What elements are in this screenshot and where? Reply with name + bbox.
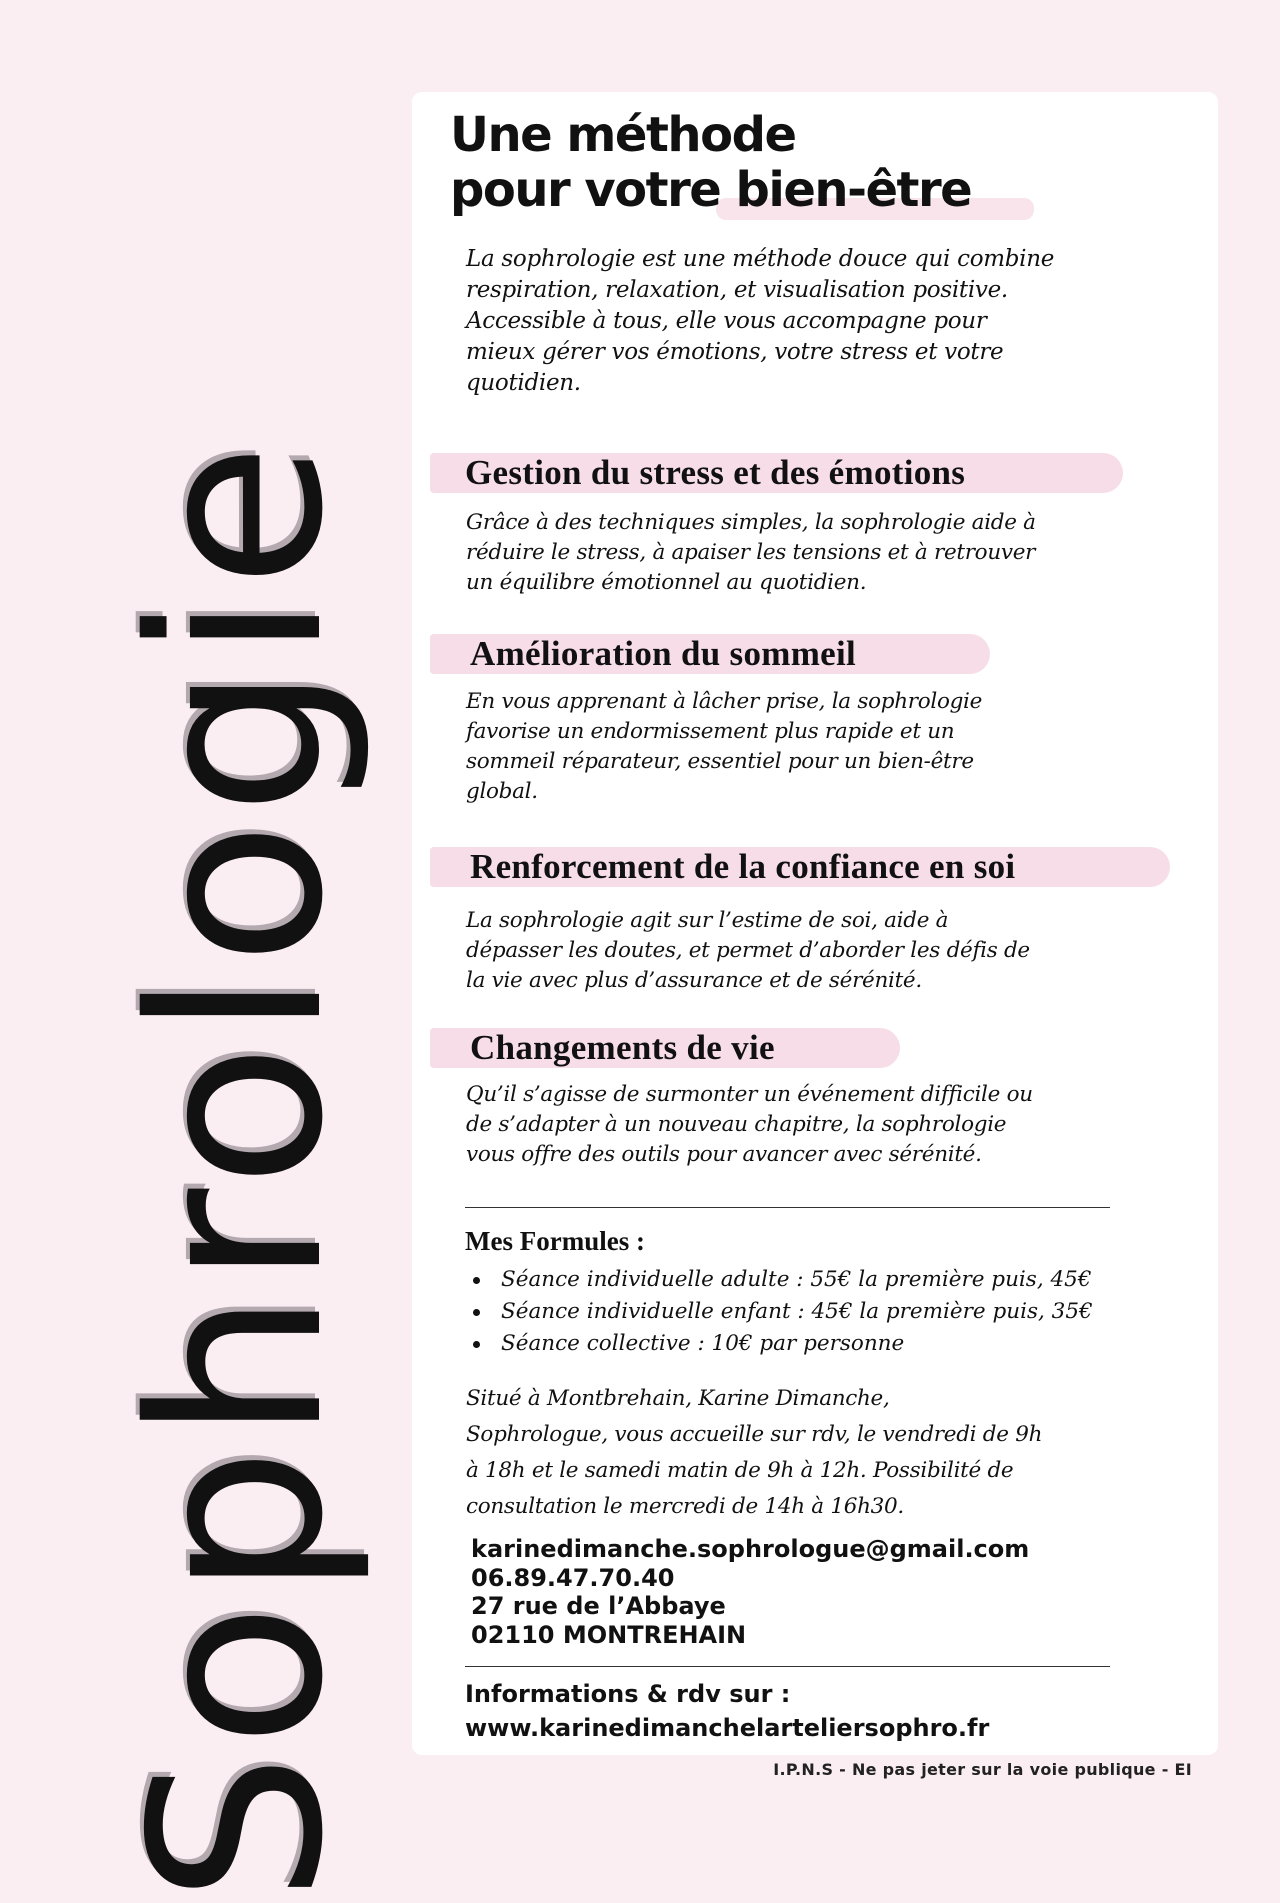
section-line: un équilibre émotionnel au quotidien.	[466, 570, 867, 595]
website-link[interactable]: www.karinedimanchelarteliersophro.fr	[465, 1714, 990, 1742]
divider	[465, 1207, 1110, 1208]
section-body-sommeil	[466, 687, 982, 807]
section-line: réduire le stress, à apaiser les tensions et à retrouver	[466, 540, 1036, 565]
info-label: Informations & rdv sur :	[465, 1680, 791, 1708]
intro-paragraph	[466, 244, 1054, 399]
intro-line: mieux gérer vos émotions, votre stress et votre	[466, 339, 1004, 365]
section-title-sommeil: Amélioration du sommeil	[470, 634, 857, 673]
formule-text: Séance individuelle adulte : 55€ la première puis, 45€	[501, 1267, 1092, 1292]
info-block	[465, 1677, 989, 1745]
location-line: à 18h et le samedi matin de 9h à 12h. Possibilité de	[466, 1458, 1014, 1483]
location-line: consultation le mercredi de 14h à 16h30.	[466, 1494, 904, 1519]
formule-text: Séance collective : 10€ par personne	[501, 1331, 905, 1356]
section-line: la vie avec plus d’assurance et de sérénité.	[466, 968, 922, 993]
list-item	[465, 1328, 1093, 1360]
city-address: 02110 MONTREHAIN	[471, 1620, 747, 1649]
phone-number[interactable]: 06.89.47.70.40	[471, 1563, 675, 1592]
footer-note: I.P.N.S - Ne pas jeter sur la voie publique - EI	[773, 1760, 1192, 1779]
section-line: Qu’il s’agisse de surmonter un événement difficile ou	[466, 1082, 1033, 1107]
section-title-confiance: Renforcement de la confiance en soi	[470, 847, 1016, 886]
section-line: Grâce à des techniques simples, la sophrologie aide à	[466, 510, 1036, 535]
bullet-icon	[473, 1309, 480, 1316]
divider	[465, 1666, 1110, 1667]
section-title-stress: Gestion du stress et des émotions	[465, 453, 966, 492]
page-title	[450, 108, 971, 218]
section-line: dépasser les doutes, et permet d’aborder les défis de	[466, 938, 1030, 963]
intro-line: Accessible à tous, elle vous accompagne pour	[466, 308, 987, 334]
intro-line: quotidien.	[466, 370, 581, 396]
section-line: La sophrologie agit sur l’estime de soi, aide à	[466, 908, 949, 933]
list-item	[465, 1296, 1093, 1328]
section-body-changements	[466, 1080, 1033, 1170]
section-line: En vous apprenant à lâcher prise, la sophrologie	[466, 689, 983, 714]
section-line: de s’adapter à un nouveau chapitre, la sophrologie	[466, 1112, 1007, 1137]
section-title-changements: Changements de vie	[470, 1028, 775, 1067]
section-body-stress	[466, 508, 1036, 598]
location-line: Sophrologue, vous accueille sur rdv, le vendredi de 9h	[466, 1422, 1043, 1447]
intro-line: La sophrologie est une méthode douce qui combine	[466, 246, 1055, 272]
formule-text: Séance individuelle enfant : 45€ la première puis, 35€	[501, 1299, 1093, 1324]
intro-line: respiration, relaxation, et visualisation positive.	[466, 277, 1008, 303]
section-body-confiance	[466, 906, 1030, 996]
bullet-icon	[473, 1277, 480, 1284]
list-item	[465, 1264, 1093, 1296]
section-line: vous offre des outils pour avancer avec sérénité.	[466, 1142, 982, 1167]
page-title-line-1: Une méthode	[450, 107, 796, 163]
contact-block	[471, 1535, 1029, 1649]
section-line: sommeil réparateur, essentiel pour un bien-être	[466, 749, 974, 774]
section-line: global.	[466, 779, 538, 804]
formules-list	[465, 1264, 1093, 1360]
vertical-title: Sophrologie	[100, 436, 375, 1903]
email-address[interactable]: karinedimanche.sophrologue@gmail.com	[471, 1535, 1030, 1563]
bullet-icon	[473, 1341, 480, 1348]
page-title-line-2: pour votre bien-être	[450, 162, 972, 218]
location-line: Situé à Montbrehain, Karine Dimanche,	[466, 1386, 890, 1411]
formules-title: Mes Formules :	[465, 1226, 645, 1256]
section-line: favorise un endormissement plus rapide et un	[466, 719, 955, 744]
location-paragraph	[466, 1381, 1042, 1525]
street-address: 27 rue de l’Abbaye	[471, 1592, 726, 1620]
